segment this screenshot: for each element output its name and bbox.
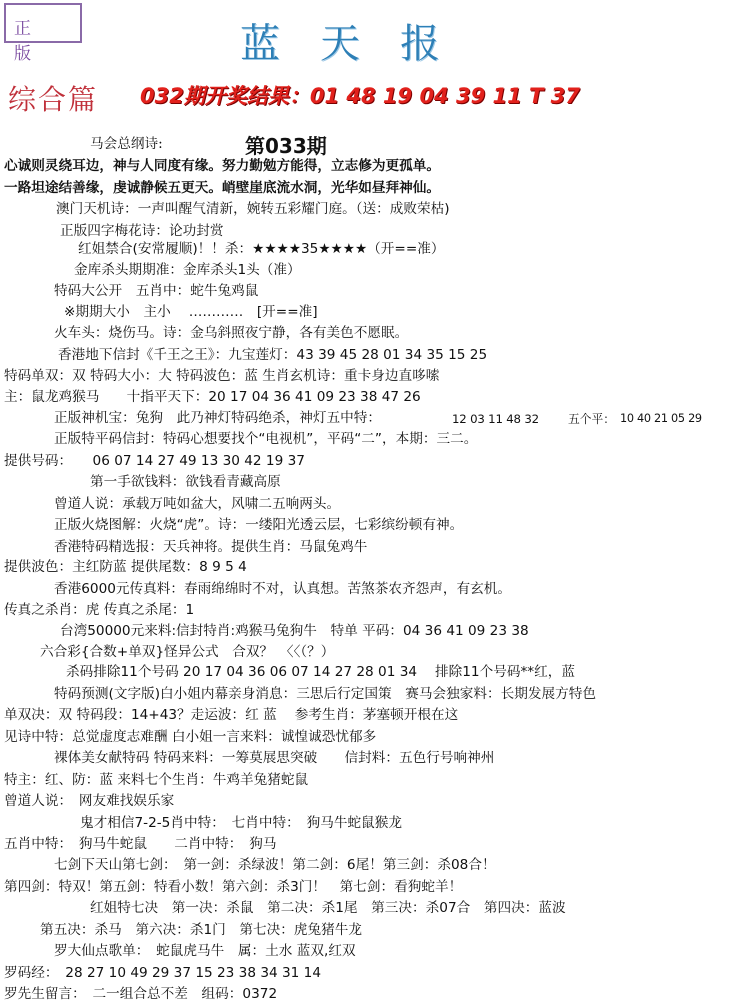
luo-message: 罗先生留言： 二一组合总不差 组码：0372	[4, 986, 278, 1002]
edition-badge	[4, 3, 82, 64]
seven-swords-2: 第四剑：特双！第五剑：特看小数！第六剑：杀3门！ 第七剑：看狗蛇羊！	[4, 878, 463, 895]
provided-numbers: 提供号码： 06 07 14 27 49 13 30 42 19 37	[4, 452, 305, 469]
poem-heading: 马会总纲诗:	[90, 136, 163, 152]
magic-lamp: 正版神机宝：兔狗 此乃神灯特码绝杀，神灯五中特：	[54, 410, 381, 426]
five-zodiac: 特码大公开 五肖中：蛇牛兔鸡鼠	[54, 283, 259, 300]
issue-number: 第033期	[245, 134, 327, 158]
red-sister-seven-1: 红姐特七决 第一决：杀鼠 第二决：杀1尾 第三决：杀07合 第四决：蓝波	[90, 900, 566, 917]
five-two-zodiac: 五肖中特： 狗马牛蛇鼠 二肖中特： 狗马	[4, 835, 277, 852]
poem-special: 见诗中特：总觉虚度志难酬 白小姐一言来料：诚惶诚恐忧郁多	[4, 728, 377, 745]
edition-badge-text: 正 版	[14, 19, 41, 64]
fax-kill: 传真之杀肖：虎 传真之杀尾：1	[4, 602, 195, 618]
poem-line-2: 一路坦途结善缘，虔诚静候五更天。峭壁崖底流水洞，光华如昼拜神仙。	[4, 179, 440, 196]
plum-poem: 正版四字梅花诗：论功封赏	[60, 222, 224, 239]
fire-picture: 正版火烧图解：火烧“虎”。诗：一缕阳光透云层，七彩缤纷顿有神。	[54, 517, 464, 534]
section-title: 综合篇	[8, 83, 99, 116]
poem-line-1: 心诚则灵绕耳边，神与人同度有缘。努力勤勉方能得，立志修为更孤单。	[4, 158, 440, 175]
big-small: ※期期大小 主小 ………… [开==准]	[64, 303, 318, 320]
hk-selection: 香港特码精选报：天兵神将。提供生肖：马鼠兔鸡牛	[54, 538, 368, 555]
red-sister-seven-2: 第五决：杀马 第六决：杀1门 第七决：虎兔猪牛龙	[40, 921, 363, 938]
first-hand: 第一手欲钱料：欲钱看青藏高原	[90, 474, 281, 491]
odd-even-decision: 单双决：双 特码段：14+43？走运波：红 蓝 参考生肖：茅塞顿开根在这	[4, 707, 459, 724]
five-flat-numbers: 10 40 21 05 29	[620, 411, 702, 425]
daoren-says: 曾道人说：承载万吨如盆大，风啸二五响两头。	[54, 495, 341, 512]
draw-result-banner: 032期开奖结果：01 48 19 04 39 11 T 37	[140, 84, 580, 108]
lamp-numbers: 12 03 11 48 32	[452, 411, 539, 426]
odd-even-line: 特码单双：双 特码大小：大 特码波色：蓝 生肖玄机诗：重卡身边直哆嗦	[4, 368, 440, 385]
formula-line: 六合彩{合数+单双}怪异公式 合双？ 〈〈（？）	[40, 643, 335, 660]
ten-fingers: 主：鼠龙鸡猴马 十指平天下：20 17 04 36 41 09 23 38 47 26	[4, 388, 421, 405]
train-head: 火车头：烧伤马。诗：金乌斜照夜宁静，各有美色不愿眠。	[54, 325, 409, 342]
red-sister-kill: 红姐禁合(安常履顺)！！杀：★★★★35★★★★（开==准）	[78, 241, 445, 258]
luo-code: 罗码经： 28 27 10 49 29 37 15 23 38 34 31 14	[4, 964, 321, 981]
macau-poem: 澳门天机诗：一声叫醒气清新，婉转五彩耀门庭。（送：成败荣枯)	[56, 201, 450, 218]
fax-6000: 香港6000元传真料：春雨绵绵时不对，认真想。苦煞茶农齐怨声，有玄机。	[54, 580, 512, 597]
five-flat-label: 五个平：	[568, 411, 615, 426]
forecast-text: 特码预测(文字版)白小姐内幕亲身消息：三思后行定国策 赛马会独家料：长期发展方特色	[54, 685, 597, 702]
flat-envelope: 正版特平码信封：特码心想要找个“电视机”，平码“二”，本期：三二。	[54, 431, 478, 448]
taiwan-50000: 台湾50000元来料:信封特肖:鸡猴马兔狗牛 特单 平码：04 36 41 09 23 38	[60, 623, 529, 640]
daoren-says-2: 曾道人说： 网友难找娱乐家	[4, 793, 175, 810]
hk-envelope: 香港地下信封《千王之王》：九宝莲灯：43 39 45 28 01 34 35 15 25	[58, 346, 488, 363]
song-list: 罗大仙点歌单： 蛇鼠虎马牛 属：土水 蓝双,红双	[54, 943, 356, 960]
ghost-725: 鬼才相信7-2-5肖中特： 七肖中特： 狗马牛蛇鼠猴龙	[80, 814, 402, 831]
wave-color: 提供波色：主红防蓝 提供尾数：8 9 5 4	[4, 559, 247, 576]
main-color: 特主：红、防：蓝 来料七个生肖：牛鸡羊兔猪蛇鼠	[4, 771, 309, 788]
vault-kill: 金库杀头期期准：金库杀头1头（准）	[74, 261, 301, 278]
beauty-special: 裸体美女献特码 特码来料：一筹莫展思突破 信封料：五色行号响神州	[54, 750, 495, 767]
seven-swords-1: 七剑下天山第七剑： 第一剑：杀绿波！第二剑：6尾！第三剑：杀08合！	[54, 857, 496, 874]
masthead-title: 蓝天报	[240, 21, 480, 67]
exclude-numbers: 杀码排除11个号码 20 17 04 36 06 07 14 27 28 01 34 排除11个号码**红，蓝	[66, 664, 575, 681]
